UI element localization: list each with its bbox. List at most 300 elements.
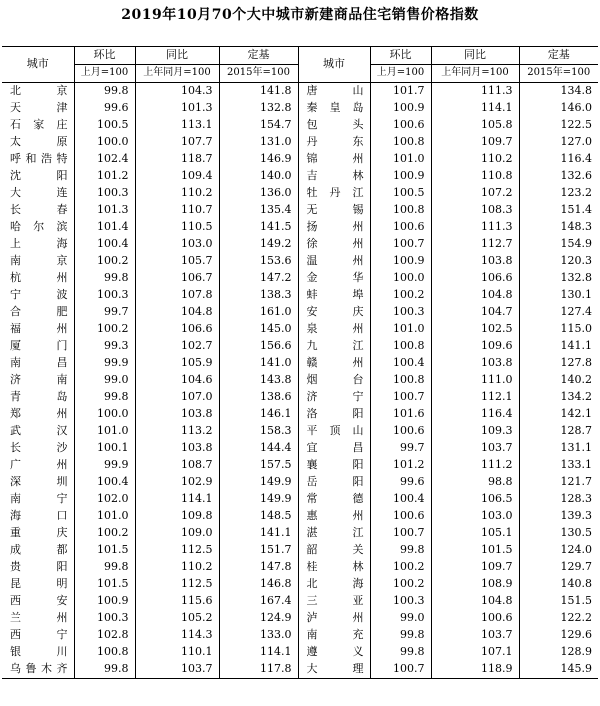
table-row: [2, 287, 598, 304]
right-fixed-cell: 148.3: [519, 219, 598, 236]
yoy-header-right: 同比: [431, 47, 519, 65]
right-fixed-cell: 134.2: [519, 389, 598, 406]
right-city-cell: 惠州: [298, 508, 370, 525]
fixed-base-left: 2015年=100: [219, 65, 298, 83]
right-fixed-cell: 130.1: [519, 287, 598, 304]
right-yoy-cell: 100.6: [431, 610, 519, 627]
left-city-cell: 宁波: [10, 288, 68, 302]
left-yoy-cell: 103.8: [135, 440, 219, 457]
left-yoy-cell: 113.2: [135, 423, 219, 440]
right-mom-cell: 100.9: [370, 253, 431, 270]
right-yoy-cell: 111.3: [431, 83, 519, 101]
left-city-cell: 上海: [10, 237, 68, 251]
table-row: [2, 508, 598, 525]
table-row: [2, 627, 598, 644]
right-fixed-cell: 124.0: [519, 542, 598, 559]
fixed-base-right: 2015年=100: [519, 65, 598, 83]
right-fixed-cell: 116.4: [519, 151, 598, 168]
right-yoy-cell: 109.3: [431, 423, 519, 440]
right-fixed-cell: 132.8: [519, 270, 598, 287]
right-yoy-cell: 110.2: [431, 151, 519, 168]
left-city-cell: 青岛: [10, 390, 68, 404]
table-row: [2, 236, 598, 253]
right-fixed-cell: 141.1: [519, 338, 598, 355]
left-city-cell: 银川: [10, 645, 68, 659]
right-city-cell: 秦皇岛: [298, 100, 370, 117]
left-yoy-cell: 103.8: [135, 406, 219, 423]
right-mom-cell: 100.7: [370, 661, 431, 679]
right-yoy-cell: 116.4: [431, 406, 519, 423]
right-fixed-cell: 132.6: [519, 168, 598, 185]
left-yoy-cell: 103.7: [135, 661, 219, 679]
right-city-cell: 襄阳: [298, 457, 370, 474]
left-mom-cell: 99.8: [74, 83, 135, 101]
right-fixed-cell: 128.7: [519, 423, 598, 440]
left-city-cell: 长春: [10, 203, 68, 217]
left-city-cell: 呼和浩特: [10, 152, 68, 166]
left-city-cell: 昆明: [10, 577, 68, 591]
left-yoy-cell: 110.2: [135, 185, 219, 202]
table-row: [2, 389, 598, 406]
left-mom-cell: 100.2: [74, 525, 135, 542]
table-row: [2, 253, 598, 270]
left-mom-cell: 100.0: [74, 134, 135, 151]
left-fixed-cell: 132.8: [219, 100, 298, 117]
left-city-cell: 成都: [10, 543, 68, 557]
right-mom-cell: 100.6: [370, 117, 431, 134]
right-city-cell: 九江: [298, 338, 370, 355]
right-city-cell: 南充: [298, 627, 370, 644]
right-yoy-cell: 108.3: [431, 202, 519, 219]
right-city-cell: 锦州: [298, 151, 370, 168]
table-row: [2, 117, 598, 134]
left-mom-cell: 101.4: [74, 219, 135, 236]
left-mom-cell: 99.9: [74, 355, 135, 372]
table-row: [2, 491, 598, 508]
right-fixed-cell: 140.8: [519, 576, 598, 593]
right-yoy-cell: 118.9: [431, 661, 519, 679]
left-yoy-cell: 114.3: [135, 627, 219, 644]
left-yoy-cell: 104.3: [135, 83, 219, 101]
left-yoy-cell: 109.8: [135, 508, 219, 525]
mom-header-left: 环比: [74, 47, 135, 65]
table-row: [2, 542, 598, 559]
right-yoy-cell: 111.3: [431, 219, 519, 236]
left-mom-cell: 101.5: [74, 576, 135, 593]
right-mom-cell: 100.4: [370, 355, 431, 372]
right-yoy-cell: 104.7: [431, 304, 519, 321]
left-yoy-cell: 106.6: [135, 321, 219, 338]
left-city-cell: 大连: [10, 186, 68, 200]
right-city-cell: 大理: [298, 661, 370, 679]
right-yoy-cell: 108.9: [431, 576, 519, 593]
left-city-cell: 贵阳: [10, 560, 68, 574]
price-index-table: [2, 46, 598, 679]
left-city-cell: 杭州: [10, 271, 68, 285]
left-fixed-cell: 114.1: [219, 644, 298, 661]
left-fixed-cell: 143.8: [219, 372, 298, 389]
right-mom-cell: 100.7: [370, 525, 431, 542]
table-row: [2, 321, 598, 338]
left-fixed-cell: 140.0: [219, 168, 298, 185]
right-mom-cell: 101.7: [370, 83, 431, 101]
left-fixed-cell: 149.2: [219, 236, 298, 253]
right-city-cell: 丹东: [298, 134, 370, 151]
left-mom-cell: 102.8: [74, 627, 135, 644]
right-fixed-cell: 131.1: [519, 440, 598, 457]
left-yoy-cell: 109.4: [135, 168, 219, 185]
right-mom-cell: 100.2: [370, 559, 431, 576]
left-fixed-cell: 157.5: [219, 457, 298, 474]
right-mom-cell: 100.7: [370, 389, 431, 406]
left-city-cell: 哈尔滨: [10, 220, 68, 234]
left-mom-cell: 100.2: [74, 253, 135, 270]
left-mom-cell: 99.8: [74, 389, 135, 406]
table-row: [2, 576, 598, 593]
right-yoy-cell: 106.6: [431, 270, 519, 287]
right-fixed-cell: 140.2: [519, 372, 598, 389]
left-city-cell: 西安: [10, 594, 68, 608]
right-city-cell: 唐山: [298, 83, 370, 101]
left-yoy-cell: 107.0: [135, 389, 219, 406]
left-mom-cell: 101.0: [74, 423, 135, 440]
left-mom-cell: 102.0: [74, 491, 135, 508]
right-mom-cell: 100.0: [370, 270, 431, 287]
right-fixed-cell: 134.8: [519, 83, 598, 101]
right-mom-cell: 100.3: [370, 593, 431, 610]
right-fixed-cell: 127.4: [519, 304, 598, 321]
right-mom-cell: 99.7: [370, 440, 431, 457]
left-fixed-cell: 146.8: [219, 576, 298, 593]
right-city-cell: 金华: [298, 270, 370, 287]
left-city-cell: 武汉: [10, 424, 68, 438]
right-fixed-cell: 133.1: [519, 457, 598, 474]
table-row: [2, 593, 598, 610]
left-city-cell: 长沙: [10, 441, 68, 455]
right-mom-cell: 101.0: [370, 321, 431, 338]
right-mom-cell: 99.8: [370, 644, 431, 661]
left-fixed-cell: 141.1: [219, 525, 298, 542]
left-mom-cell: 101.5: [74, 542, 135, 559]
right-city-cell: 扬州: [298, 219, 370, 236]
mom-header-right: 环比: [370, 47, 431, 65]
right-city-cell: 岳阳: [298, 474, 370, 491]
left-mom-cell: 99.9: [74, 457, 135, 474]
left-yoy-cell: 114.1: [135, 491, 219, 508]
left-city-cell: 兰州: [10, 611, 68, 625]
left-mom-cell: 102.4: [74, 151, 135, 168]
right-fixed-cell: 127.8: [519, 355, 598, 372]
left-mom-cell: 100.8: [74, 644, 135, 661]
right-fixed-cell: 122.2: [519, 610, 598, 627]
left-yoy-cell: 113.1: [135, 117, 219, 134]
left-city-cell: 太原: [10, 135, 68, 149]
right-mom-cell: 100.2: [370, 287, 431, 304]
right-city-cell: 蚌埠: [298, 287, 370, 304]
right-yoy-cell: 103.8: [431, 355, 519, 372]
left-yoy-cell: 108.7: [135, 457, 219, 474]
right-mom-cell: 99.0: [370, 610, 431, 627]
left-yoy-cell: 105.9: [135, 355, 219, 372]
left-city-cell: 济南: [10, 373, 68, 387]
left-mom-cell: 99.3: [74, 338, 135, 355]
left-mom-cell: 100.1: [74, 440, 135, 457]
right-fixed-cell: 127.0: [519, 134, 598, 151]
right-yoy-cell: 107.1: [431, 644, 519, 661]
table-body: [2, 83, 598, 679]
right-yoy-cell: 104.8: [431, 287, 519, 304]
left-yoy-cell: 110.2: [135, 559, 219, 576]
right-mom-cell: 100.8: [370, 202, 431, 219]
right-city-cell: 洛阳: [298, 406, 370, 423]
right-yoy-cell: 111.0: [431, 372, 519, 389]
table-row: [2, 219, 598, 236]
city-header-left: 城市: [2, 47, 74, 83]
right-city-cell: 宜昌: [298, 440, 370, 457]
right-yoy-cell: 109.7: [431, 134, 519, 151]
right-city-cell: 遵义: [298, 644, 370, 661]
right-city-cell: 烟台: [298, 372, 370, 389]
table-row: [2, 474, 598, 491]
right-city-cell: 徐州: [298, 236, 370, 253]
left-fixed-cell: 131.0: [219, 134, 298, 151]
right-city-cell: 包头: [298, 117, 370, 134]
right-city-cell: 安庆: [298, 304, 370, 321]
right-fixed-cell: 128.9: [519, 644, 598, 661]
right-yoy-cell: 102.5: [431, 321, 519, 338]
left-yoy-cell: 105.7: [135, 253, 219, 270]
left-city-cell: 石家庄: [10, 118, 68, 132]
right-yoy-cell: 112.1: [431, 389, 519, 406]
left-mom-cell: 100.3: [74, 185, 135, 202]
left-yoy-cell: 110.7: [135, 202, 219, 219]
right-fixed-cell: 122.5: [519, 117, 598, 134]
table-row: [2, 644, 598, 661]
right-fixed-cell: 115.0: [519, 321, 598, 338]
left-city-cell: 北京: [10, 84, 68, 98]
right-mom-cell: 100.6: [370, 219, 431, 236]
left-fixed-cell: 158.3: [219, 423, 298, 440]
right-mom-cell: 100.2: [370, 576, 431, 593]
left-mom-cell: 101.0: [74, 508, 135, 525]
right-yoy-cell: 110.8: [431, 168, 519, 185]
left-mom-cell: 100.3: [74, 610, 135, 627]
right-fixed-cell: 128.3: [519, 491, 598, 508]
right-fixed-cell: 129.6: [519, 627, 598, 644]
table-row: [2, 151, 598, 168]
right-city-cell: 平顶山: [298, 423, 370, 440]
right-yoy-cell: 106.5: [431, 491, 519, 508]
yoy-base-right: 上年同月=100: [431, 65, 519, 83]
right-yoy-cell: 105.8: [431, 117, 519, 134]
table-row: [2, 525, 598, 542]
left-city-cell: 乌鲁木齐: [2, 661, 74, 679]
left-mom-cell: 100.4: [74, 236, 135, 253]
left-yoy-cell: 107.7: [135, 134, 219, 151]
left-fixed-cell: 117.8: [219, 661, 298, 679]
right-mom-cell: 100.5: [370, 185, 431, 202]
left-fixed-cell: 147.2: [219, 270, 298, 287]
left-fixed-cell: 141.5: [219, 219, 298, 236]
table-row: [2, 83, 598, 101]
table-row: [2, 270, 598, 287]
mom-base-right: 上月=100: [370, 65, 431, 83]
left-city-cell: 郑州: [10, 407, 68, 421]
left-city-cell: 南宁: [10, 492, 68, 506]
right-yoy-cell: 109.7: [431, 559, 519, 576]
left-city-cell: 南京: [10, 254, 68, 268]
right-yoy-cell: 109.6: [431, 338, 519, 355]
right-mom-cell: 99.6: [370, 474, 431, 491]
right-mom-cell: 100.9: [370, 168, 431, 185]
left-yoy-cell: 102.7: [135, 338, 219, 355]
left-yoy-cell: 109.0: [135, 525, 219, 542]
left-fixed-cell: 146.9: [219, 151, 298, 168]
right-yoy-cell: 101.5: [431, 542, 519, 559]
table-row: [2, 168, 598, 185]
right-mom-cell: 100.7: [370, 236, 431, 253]
right-city-cell: 桂林: [298, 559, 370, 576]
mom-base-left: 上月=100: [74, 65, 135, 83]
right-fixed-cell: 121.7: [519, 474, 598, 491]
left-fixed-cell: 147.8: [219, 559, 298, 576]
left-yoy-cell: 105.2: [135, 610, 219, 627]
left-yoy-cell: 103.0: [135, 236, 219, 253]
right-yoy-cell: 103.7: [431, 627, 519, 644]
right-yoy-cell: 114.1: [431, 100, 519, 117]
left-fixed-cell: 138.3: [219, 287, 298, 304]
table-row: [2, 202, 598, 219]
left-mom-cell: 99.6: [74, 100, 135, 117]
right-city-cell: 无锡: [298, 202, 370, 219]
left-fixed-cell: 124.9: [219, 610, 298, 627]
left-fixed-cell: 146.1: [219, 406, 298, 423]
right-yoy-cell: 112.7: [431, 236, 519, 253]
page-title: 2019年10月70个大中城市新建商品住宅销售价格指数: [121, 7, 479, 23]
table-row: [2, 559, 598, 576]
left-city-cell: 海口: [10, 509, 68, 523]
table-row: [2, 661, 598, 679]
right-yoy-cell: 111.2: [431, 457, 519, 474]
left-yoy-cell: 101.3: [135, 100, 219, 117]
right-fixed-cell: 151.5: [519, 593, 598, 610]
right-mom-cell: 100.4: [370, 491, 431, 508]
right-city-cell: 三亚: [298, 593, 370, 610]
left-fixed-cell: 149.9: [219, 491, 298, 508]
left-fixed-cell: 154.7: [219, 117, 298, 134]
left-yoy-cell: 104.8: [135, 304, 219, 321]
left-yoy-cell: 110.1: [135, 644, 219, 661]
right-yoy-cell: 103.0: [431, 508, 519, 525]
left-yoy-cell: 106.7: [135, 270, 219, 287]
right-yoy-cell: 105.1: [431, 525, 519, 542]
table-row: [2, 355, 598, 372]
left-city-cell: 广州: [10, 458, 68, 472]
right-fixed-cell: 146.0: [519, 100, 598, 117]
left-mom-cell: 99.8: [74, 270, 135, 287]
right-fixed-cell: 142.1: [519, 406, 598, 423]
left-yoy-cell: 112.5: [135, 542, 219, 559]
left-mom-cell: 100.4: [74, 474, 135, 491]
left-city-cell: 重庆: [10, 526, 68, 540]
left-fixed-cell: 167.4: [219, 593, 298, 610]
left-yoy-cell: 112.5: [135, 576, 219, 593]
right-yoy-cell: 103.7: [431, 440, 519, 457]
left-fixed-cell: 136.0: [219, 185, 298, 202]
left-mom-cell: 99.8: [74, 559, 135, 576]
table-row: [2, 610, 598, 627]
right-mom-cell: 100.6: [370, 423, 431, 440]
left-fixed-cell: 156.6: [219, 338, 298, 355]
right-city-cell: 吉林: [298, 168, 370, 185]
right-mom-cell: 100.8: [370, 372, 431, 389]
left-fixed-cell: 141.0: [219, 355, 298, 372]
left-fixed-cell: 141.8: [219, 83, 298, 101]
yoy-base-left: 上年同月=100: [135, 65, 219, 83]
left-city-cell: 西宁: [10, 628, 68, 642]
left-yoy-cell: 115.6: [135, 593, 219, 610]
table-row: [2, 457, 598, 474]
fixed-header-right: 定基: [519, 47, 598, 65]
right-yoy-cell: 107.2: [431, 185, 519, 202]
left-city-cell: 合肥: [10, 305, 68, 319]
right-city-cell: 温州: [298, 253, 370, 270]
right-fixed-cell: 154.9: [519, 236, 598, 253]
left-city-cell: 深圳: [10, 475, 68, 489]
right-fixed-cell: 129.7: [519, 559, 598, 576]
table-row: [2, 440, 598, 457]
table-row: [2, 100, 598, 117]
left-fixed-cell: 144.4: [219, 440, 298, 457]
left-fixed-cell: 138.6: [219, 389, 298, 406]
right-city-cell: 赣州: [298, 355, 370, 372]
fixed-header-left: 定基: [219, 47, 298, 65]
left-fixed-cell: 133.0: [219, 627, 298, 644]
table-row: [2, 372, 598, 389]
right-city-cell: 北海: [298, 576, 370, 593]
left-yoy-cell: 107.8: [135, 287, 219, 304]
table-row: [2, 185, 598, 202]
left-mom-cell: 99.7: [74, 304, 135, 321]
table-row: [2, 134, 598, 151]
left-mom-cell: 99.8: [74, 661, 135, 679]
right-fixed-cell: 123.2: [519, 185, 598, 202]
left-city-cell: 福州: [10, 322, 68, 336]
right-yoy-cell: 103.8: [431, 253, 519, 270]
left-yoy-cell: 102.9: [135, 474, 219, 491]
right-mom-cell: 100.3: [370, 304, 431, 321]
left-city-cell: 厦门: [10, 339, 68, 353]
left-city-cell: 沈阳: [10, 169, 68, 183]
left-mom-cell: 100.5: [74, 117, 135, 134]
right-fixed-cell: 139.3: [519, 508, 598, 525]
left-mom-cell: 100.0: [74, 406, 135, 423]
right-city-cell: 牡丹江: [298, 185, 370, 202]
left-mom-cell: 101.2: [74, 168, 135, 185]
right-city-cell: 泉州: [298, 321, 370, 338]
right-mom-cell: 100.8: [370, 134, 431, 151]
right-mom-cell: 101.0: [370, 151, 431, 168]
left-fixed-cell: 135.4: [219, 202, 298, 219]
table-row: [2, 304, 598, 321]
table-row: [2, 423, 598, 440]
city-header-right: 城市: [298, 47, 370, 83]
left-yoy-cell: 110.5: [135, 219, 219, 236]
right-city-cell: 济宁: [298, 389, 370, 406]
right-city-cell: 湛江: [298, 525, 370, 542]
right-mom-cell: 100.6: [370, 508, 431, 525]
right-mom-cell: 101.6: [370, 406, 431, 423]
